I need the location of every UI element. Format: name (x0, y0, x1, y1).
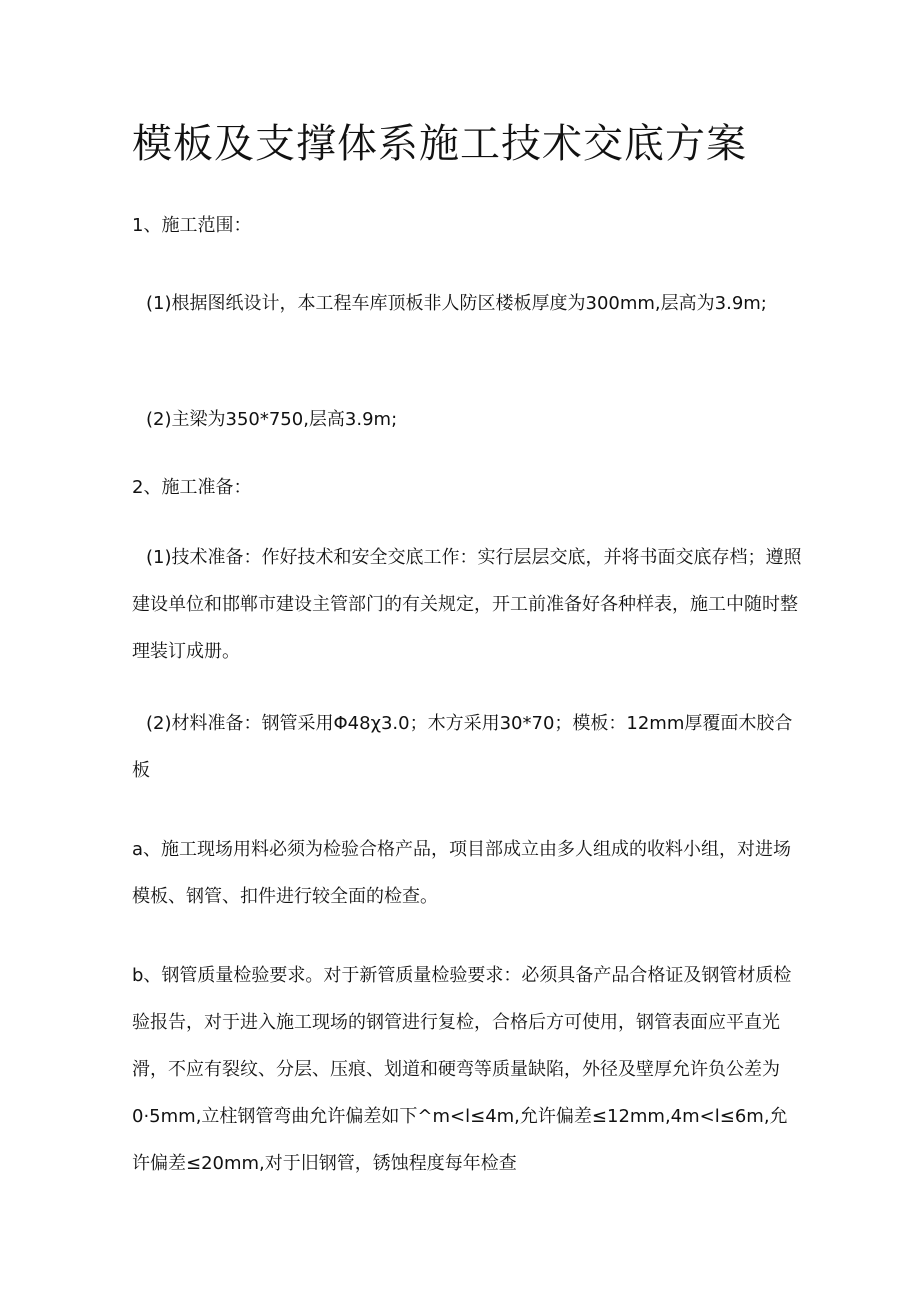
section-heading-scope: 1、施工范围： (132, 215, 252, 236)
document-title: 模板及支撑体系施工技术交底方案 (132, 121, 747, 167)
paragraph-material-inspection: a、施工现场用料必须为检验合格产品，项目部成立由多人组成的收料小组，对进场模板、钢管、扣件进行较全面的检查。 (132, 839, 792, 907)
paragraph-material-preparation: (2)材料准备：钢管采用Φ48χ3.0；木方采用30*70；模板：12mm厚覆面木胶合板 (132, 713, 793, 781)
paragraph-steel-pipe-quality: b、钢管质量检验要求。对于新管质量检验要求：必须具备产品合格证及钢管材质检验报告，对于进入施工现场的钢管进行复检，合格后方可使用，钢管表面应平直光滑，不应有裂纹、分层、压痕、划道和硬弯等质量缺陷，外径及壁厚允许负公差为0·5mm,立柱钢管弯曲允许偏差如下^m<l≤4m,允许偏差≤12mm,4m<l≤6m,允许偏差≤20mm,对于旧钢管，锈蚀程度每年检查 (132, 965, 792, 1174)
section-heading-preparation: 2、施工准备： (132, 477, 252, 498)
paragraph-scope-item-2: (2)主梁为350*750,层高3.9m; (146, 409, 398, 430)
paragraph-scope-item-1: (1)根据图纸设计，本工程车库顶板非人防区楼板厚度为300mm,层高为3.9m; (146, 293, 767, 314)
paragraph-technical-preparation: (1)技术准备：作好技术和安全交底工作：实行层层交底，并将书面交底存档；遵照建设单位和邯郸市建设主管部门的有关规定，开工前准备好各种样表，施工中随时整理装订成册。 (132, 547, 802, 662)
